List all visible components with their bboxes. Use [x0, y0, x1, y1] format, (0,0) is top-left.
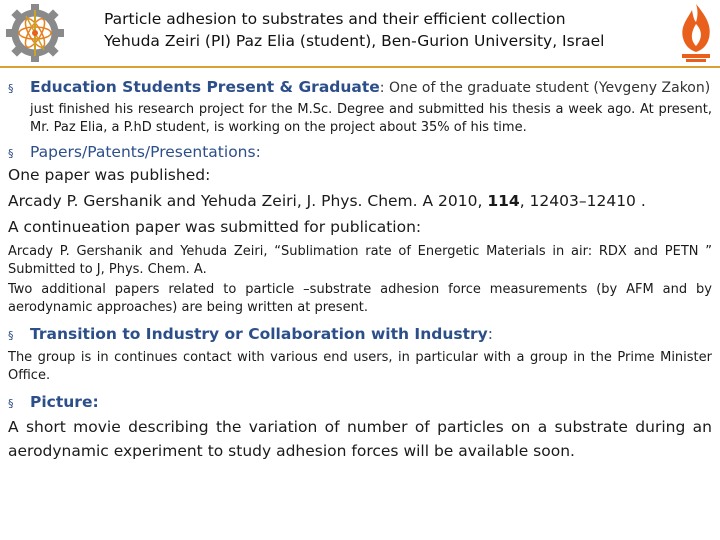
- title-line-2: Yehuda Zeiri (PI) Paz Elia (student), Ben-Gurion University, Israel: [104, 32, 605, 50]
- citation-pages: , 12403–12410 .: [519, 192, 646, 210]
- papers-additional: Two additional papers related to particle –substrate adhesion force measurements (by AFM and by aerodynamic approaches) are being written at present.: [8, 282, 712, 315]
- papers-submitted-citation: Arcady P. Gershanik and Yehuda Zeiri, “Sublimation rate of Energetic Materials in air: RDX and PETN ” Submitted to J, Phys. Chem. A.: [8, 244, 712, 277]
- picture-heading: Picture:: [30, 393, 99, 411]
- square-bullet-icon: §: [8, 82, 14, 95]
- papers-heading: Papers/Patents/Presentations: [30, 143, 256, 161]
- picture-body: A short movie describing the variation of number of particles on a substrate during an aerodynamic experiment to study adhesion forces will be available soon.: [8, 418, 712, 460]
- industry-section-heading: [8, 323, 712, 345]
- gear-atom-logo-icon: [4, 2, 66, 64]
- industry-body: The group is in continues contact with various end users, in particular with a group in the Prime Minister Office.: [8, 350, 712, 383]
- papers-section-heading: [8, 141, 712, 163]
- slide-content: [8, 76, 712, 463]
- papers-colon: :: [255, 143, 261, 161]
- picture-section-heading: [8, 391, 712, 413]
- citation-volume: 114: [487, 192, 520, 210]
- title-line-1: Particle adhesion to substrates and their efficient collection: [104, 10, 566, 28]
- citation-authors-journal: Arcady P. Gershanik and Yehuda Zeiri, J. Phys. Chem. A 2010,: [8, 192, 488, 210]
- square-bullet-icon: §: [8, 329, 14, 342]
- papers-citation: [8, 189, 712, 213]
- papers-submitted-intro: A continueation paper was submitted for publication:: [8, 218, 422, 236]
- education-intro: : One of the graduate student (Yevgeny Zakon): [379, 80, 711, 96]
- title-block: [104, 8, 664, 52]
- industry-colon: :: [487, 325, 493, 343]
- header-rule: [0, 66, 720, 68]
- papers-published-line: One paper was published:: [8, 166, 211, 184]
- industry-heading: Transition to Industry or Collaboration with Industry: [30, 325, 488, 343]
- square-bullet-icon: §: [8, 397, 14, 410]
- education-heading: Education Students Present & Graduate: [30, 78, 380, 96]
- education-body: just finished his research project for the M.Sc. Degree and submitted his thesis a week ago. At present, Mr. Paz Elia, a P.hD student, is working on the project about 35% of his time.: [30, 102, 712, 135]
- slide-header: [0, 0, 720, 66]
- square-bullet-icon: §: [8, 147, 14, 160]
- education-section-heading: [8, 76, 712, 99]
- flame-logo-icon: [676, 2, 716, 64]
